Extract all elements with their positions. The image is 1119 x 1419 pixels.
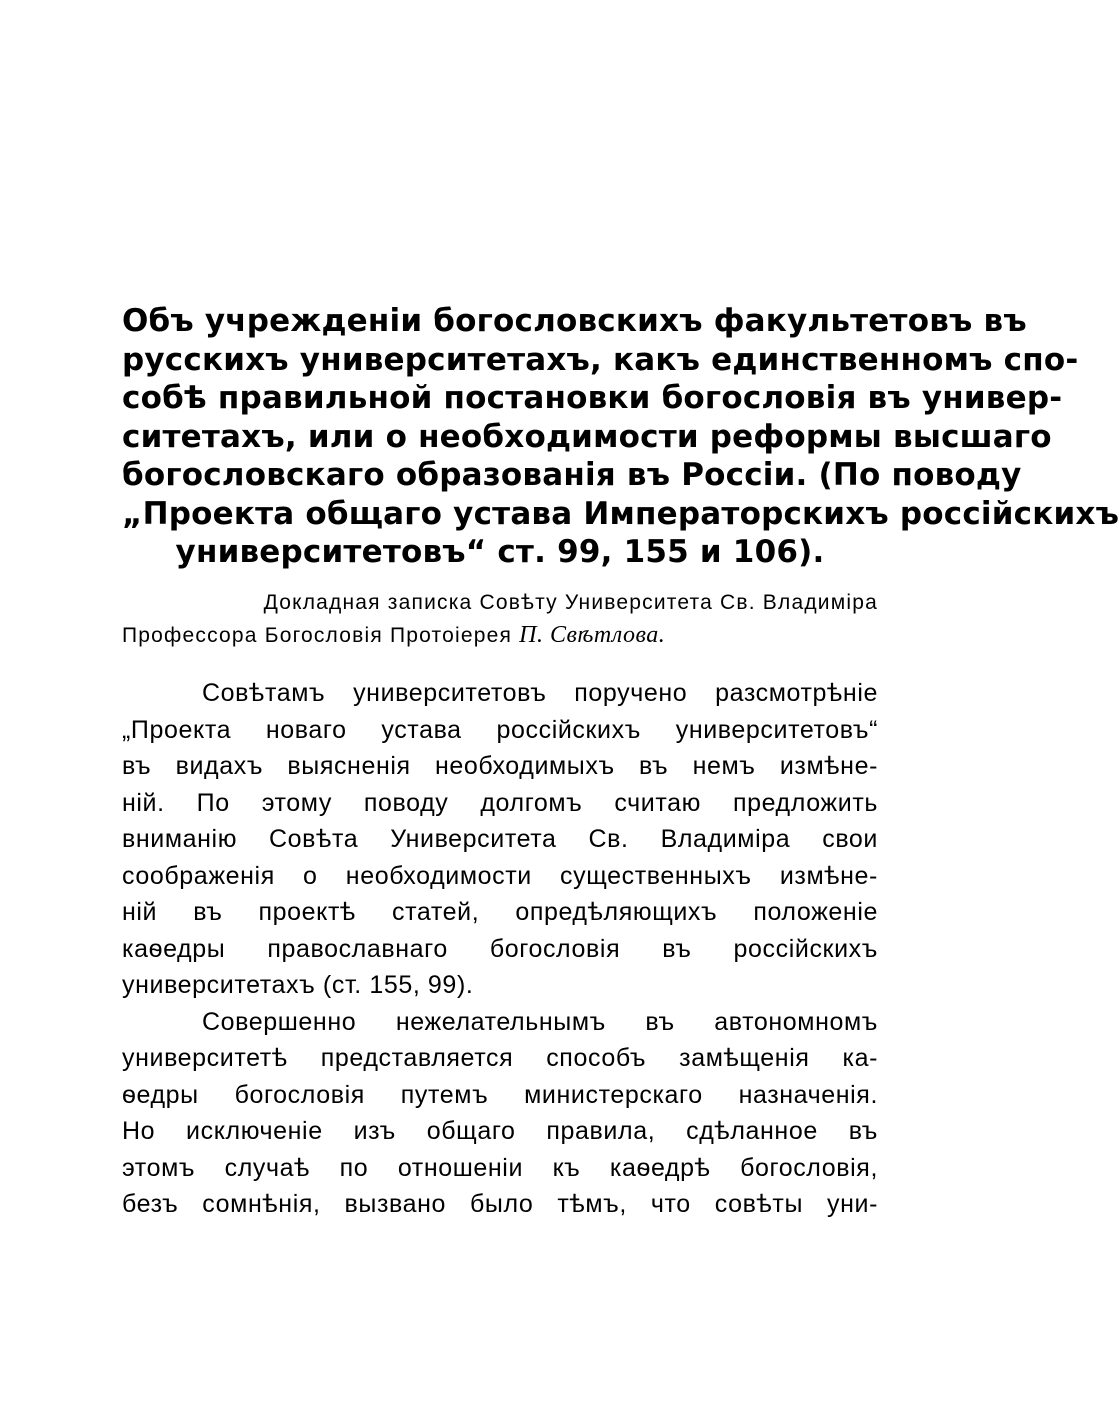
title-line: богословскаго образованія въ Россіи. (По поводу — [122, 457, 1022, 493]
report-note — [122, 586, 878, 652]
paragraph-line: университетѣ представляется способъ замѣщенія ка- — [122, 1044, 878, 1072]
title-line: ситетахъ, или о необходимости реформы высшаго — [122, 418, 1052, 455]
paragraph-line: ѳедры богословія путемъ министерскаго назначенія. — [122, 1080, 878, 1109]
paragraph-line: безъ сомнѣнія, вызвано было тѣмъ, что совѣты уни- — [122, 1190, 878, 1218]
paragraph-line: „Проекта новаго устава россійскихъ университетовъ“ — [122, 715, 878, 744]
paragraph-line: каѳедры православнаго богословія въ россійскихъ — [122, 934, 878, 963]
title-line: русскихъ университетахъ, какъ единственномъ спо- — [122, 341, 1079, 378]
paragraph-line: соображенія о необходимости существенныхъ измѣне- — [122, 861, 878, 890]
title-line: университетовъ“ ст. 99, 155 и 106). — [175, 534, 825, 570]
note-author-prefix: Профессора Богословія Протоіерея — [122, 624, 513, 647]
paragraph-line: этомъ случаѣ по отношеніи къ каѳедрѣ богословія, — [122, 1153, 878, 1182]
title-line: „Проекта общаго устава Императорскихъ россійскихъ — [122, 495, 1119, 532]
paragraph-line: Совѣтамъ университетовъ поручено разсмотрѣніе — [202, 679, 878, 707]
paragraph-line: Совершенно нежелательнымъ въ автономномъ — [202, 1007, 878, 1036]
title-line: Объ учрежденіи богословскихъ факультетовъ въ — [122, 303, 1027, 339]
paragraph-line: Но исключеніе изъ общаго правила, сдѣланное въ — [122, 1117, 878, 1145]
paragraph-line: ній въ проектѣ статей, опредѣляющихъ положеніе — [122, 898, 878, 926]
note-author: П. Свѣтлова. — [519, 622, 666, 648]
note-line: Докладная записка Совѣту Университета Св. Владиміра — [263, 591, 878, 614]
paragraph-line: вниманію Совѣта Университета Св. Владиміра свои — [122, 825, 878, 853]
paragraph-line: университетахъ (ст. 155, 99). — [122, 971, 474, 999]
document-title — [122, 302, 1119, 572]
body-text — [122, 675, 878, 1223]
paragraph-line: ній. По этому поводу долгомъ считаю предложить — [122, 788, 878, 817]
paragraph-line: въ видахъ выясненія необходимыхъ въ немъ измѣне- — [122, 752, 878, 780]
note-line — [122, 619, 878, 652]
title-line: собѣ правильной постановки богословія въ универ- — [122, 380, 1063, 416]
